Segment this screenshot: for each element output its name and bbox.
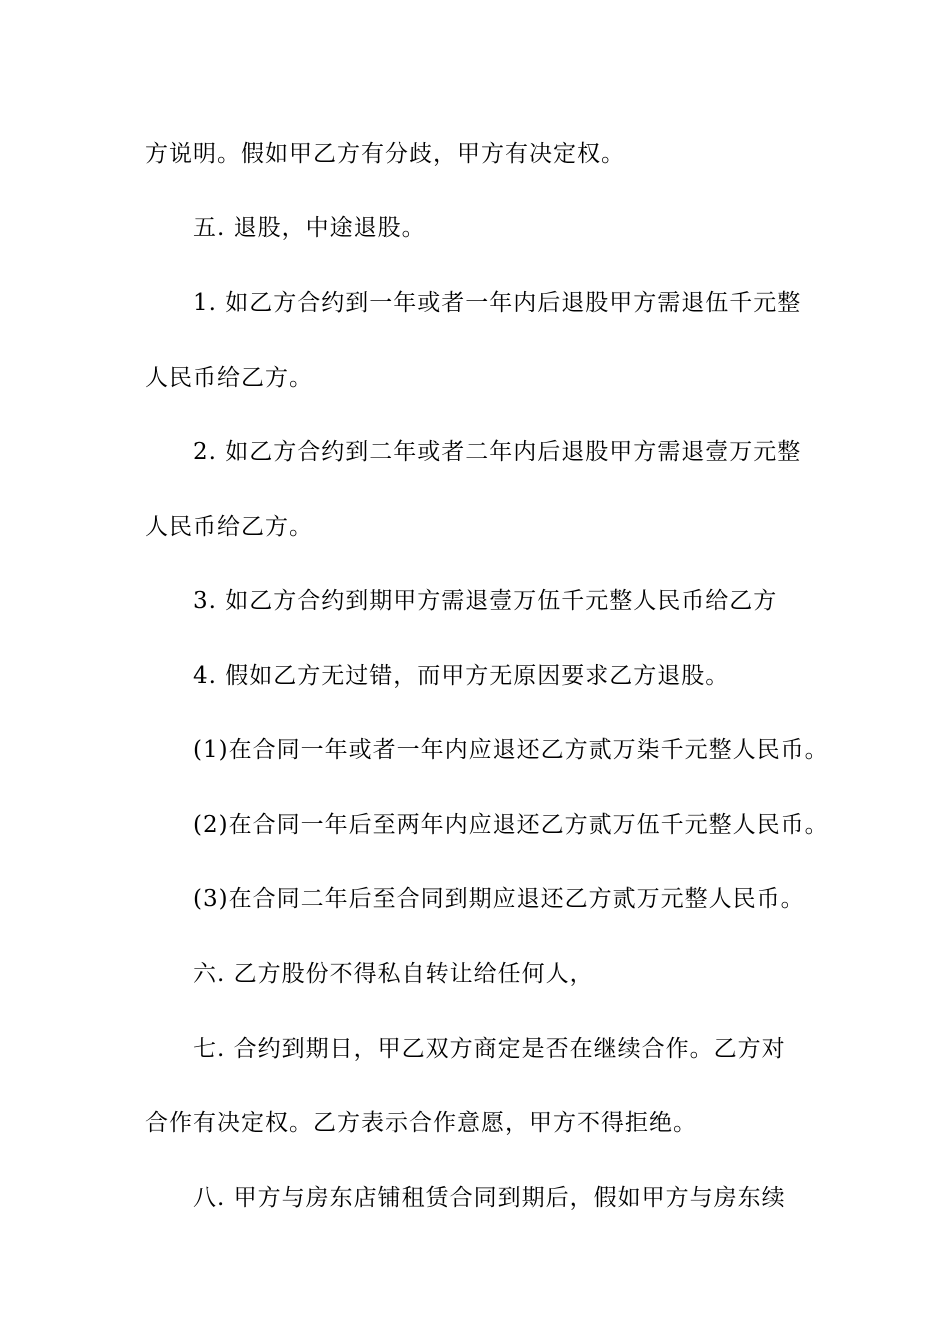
sub-list-item: (2)在合同一年后至两年内应退还乙方贰万伍千元整人民币。 xyxy=(193,812,829,838)
sub-list-item: (3)在合同二年后至合同到期应退还乙方贰万元整人民币。 xyxy=(193,886,805,912)
list-item: 1. 如乙方合约到一年或者一年内后退股甲方需退伍千元整 xyxy=(193,290,802,316)
text-line: 人民币给乙方。 xyxy=(145,514,313,540)
sub-list-item: (1)在合同一年或者一年内应退还乙方贰万柒千元整人民币。 xyxy=(193,737,829,763)
section-heading-5: 五. 退股，中途退股。 xyxy=(193,215,426,241)
section-heading-8: 八. 甲方与房东店铺租赁合同到期后，假如甲方与房东续 xyxy=(193,1185,786,1211)
text-line: 方说明。假如甲乙方有分歧，甲方有决定权。 xyxy=(145,141,625,167)
list-item: 3. 如乙方合约到期甲方需退壹万伍千元整人民币给乙方 xyxy=(193,588,778,614)
list-item: 4. 假如乙方无过错，而甲方无原因要求乙方退股。 xyxy=(193,663,730,689)
text-line: 合作有决定权。乙方表示合作意愿，甲方不得拒绝。 xyxy=(145,1110,697,1136)
section-heading-7: 七. 合约到期日，甲乙双方商定是否在继续合作。乙方对 xyxy=(193,1036,786,1062)
text-line: 人民币给乙方。 xyxy=(145,365,313,391)
list-item: 2. 如乙方合约到二年或者二年内后退股甲方需退壹万元整 xyxy=(193,439,802,465)
section-heading-6: 六. 乙方股份不得私自转让给任何人， xyxy=(193,961,594,987)
